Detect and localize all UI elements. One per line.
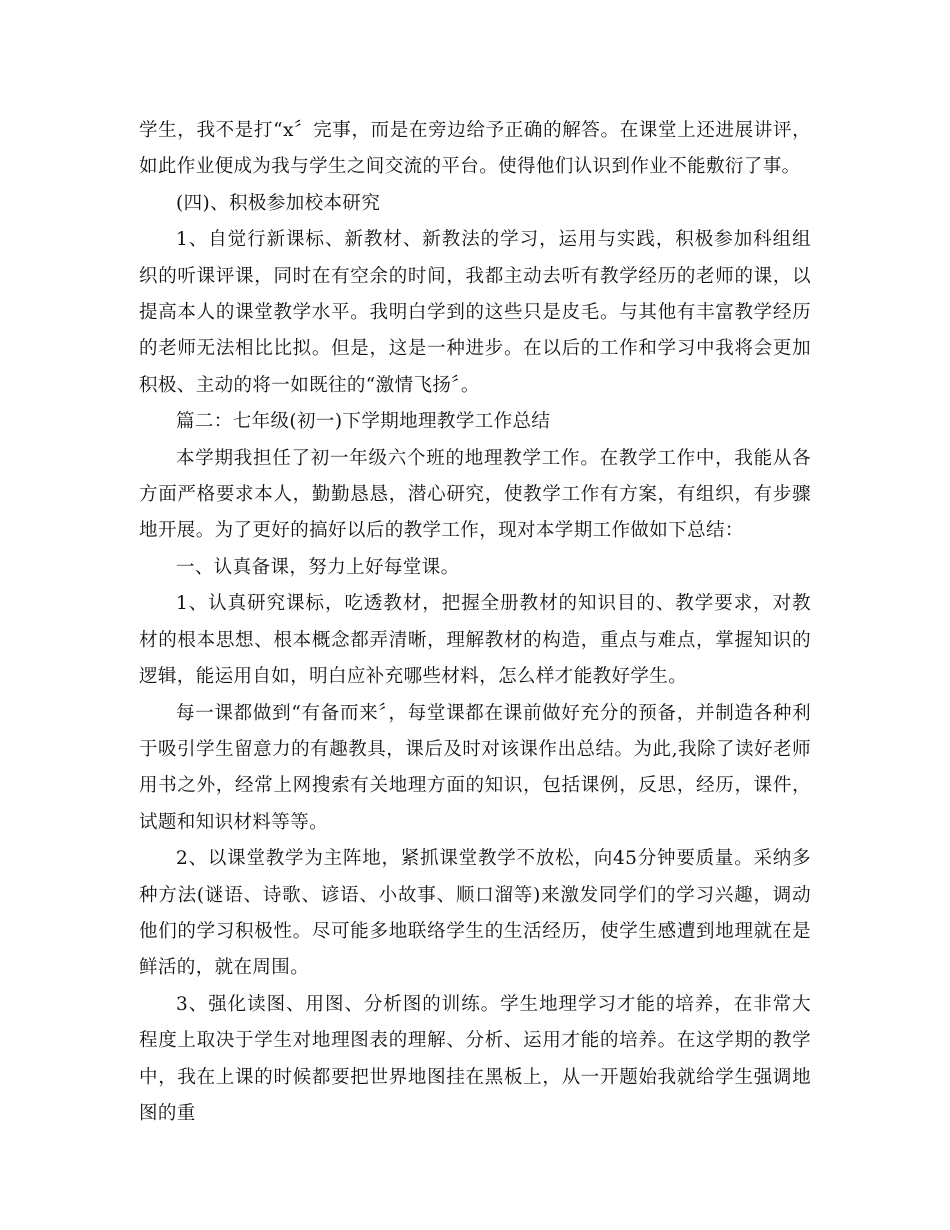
paragraph-homework-continuation: 学生，我不是打“x〞完事，而是在旁边给予正确的解答。在课堂上还进展讲评，如此作业便成为我与学生之间交流的平台。使得他们认识到作业不能敷衍了事。 [139,120,811,178]
paragraph-research-item-1: 1、自觉行新课标、新教材、新教法的学习，运用与实践，积极参加科组组织的听课评课，同时在有空余的时间，我都主动去听有教学经历的老师的课，以提高本人的课堂教学水平。我明白学到的这些只是皮毛。与其他有丰富教学经历的老师无法相比比拟。但是，这是一种进步。在以后的工作和学习中我将会更加积极、主动的将一如既往的“激情飞扬〞。 [139,229,811,396]
article-title-part-two: 篇二：七年级(初一)下学期地理教学工作总结 [176,411,551,433]
paragraph-item-1-curriculum: 1、认真研究课标，吃透教材，把握全册教材的知识目的、教学要求，对教材的根本思想、根本概念都弄清晰，理解教材的构造，重点与难点，掌握知识的逻辑，能运用自如，明白应补充哪些材料，怎么样才能教好学生。 [139,593,811,688]
paragraph-introduction: 本学期我担任了初一年级六个班的地理教学工作。在教学工作中，我能从各方面严格要求本人，勤勤恳恳，潜心研究，使教学工作有方案，有组织，有步骤地开展。为了更好的搞好以后的教学工作，现对本学期工作做如下总结： [139,447,811,542]
document-body [139,113,811,1132]
paragraph-item-2-classroom: 2、以课堂教学为主阵地，紧抓课堂教学不放松，向45分钟要质量。采纳多种方法(谜语、诗歌、谚语、小故事、顺口溜等)来激发同学们的学习兴趣，调动他们的学习积极性。尽可能多地联络学生的生活经历，使学生感遭到地理就在是鲜活的，就在周围。 [139,848,811,979]
paragraph-item-3-map-reading: 3、强化读图、用图、分析图的训练。学生地理学习才能的培养，在非常大程度上取决于学生对地理图表的理解、分析、运用才能的培养。在这学期的教学中，我在上课的时候都要把世界地图挂在黑板上，从一开题始我就给学生强调地图的重 [139,993,811,1124]
section-heading-school-research: (四)、积极参加校本研究 [176,192,381,214]
paragraph-prepared-lessons: 每一课都做到“有备而来〞，每堂课都在课前做好充分的预备，并制造各种利于吸引学生留意力的有趣教具，课后及时对该课作出总结。为此,我除了读好老师用书之外，经常上网搜索有关地理方面的知识，包括课例，反思，经历，课件，试题和知识材料等等。 [139,702,811,833]
section-heading-lesson-preparation: 一、认真备课，努力上好每堂课。 [176,556,460,578]
